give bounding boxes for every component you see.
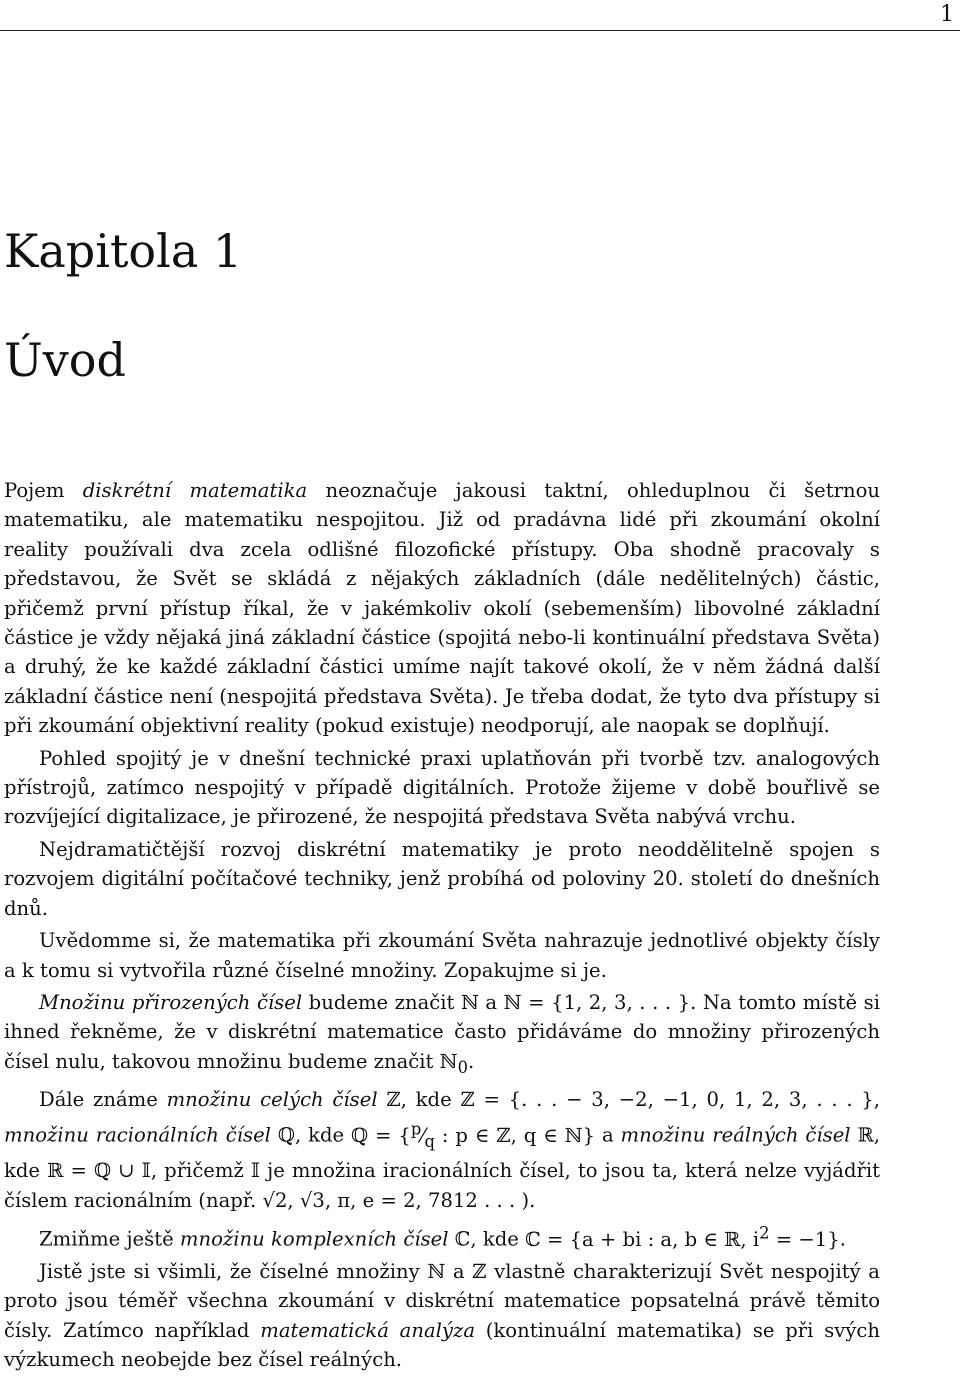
paragraph-complex-numbers: Zmiňme ještě množinu komplexních čísel ℂ, kde ℂ = {a + bi : a, b ∈ ℝ, $i^2 = -1$}. — [39, 1223, 846, 1251]
paragraph-integers-rationals-reals: Dále známe množinu celých čísel ℤ, kde ℤ = {. . . − 3, −2, −1, 0, 1, 2, 3, . . . }, množinu racionálních čísel ℚ, kde ℚ = {$^p⁄_q$ : p ∈ ℤ, q ∈ ℕ} a množinu reálných čísel ℝ, kde ℝ = ℚ ∪ 𝕀, přičemž 𝕀 je množina iracionálních čísel, to jsou ta, která nelze vyjádřit číslem racionálním (např. √2, √3, π, e = 2, 7812 . . . ). — [4, 1088, 881, 1212]
paragraph-conclusion: Jistě jste si všimli, že číselné množiny ℕ a ℤ vlastně charakterizují Svět nespojitý a proto jsou téměř všechna zkoumání v diskrétní matematice popsatelná právě těmito čísly. Zatímco například matematická analýza (kontinuální matematika) se při svých výzkumech neobejde bez čísel reálných. — [4, 1260, 880, 1372]
paragraph-natural-numbers: Množinu přirozených čísel budeme značit ℕ a ℕ = {1, 2, 3, . . . }. Na tomto místě si ihned řekněme, že v diskrétní matematice často přidáváme do množiny přirozených čísel nulu, takovou množinu budeme značit ℕ$_0$. — [4, 990, 880, 1077]
body-text — [4, 476, 880, 1375]
paragraph-continuous-view: Pohled spojitý je v dnešní technické praxi uplatňován při tvorbě tzv. analogových přístrojů, zatímco nespojitý v případě digitálních. Protože žijeme v době bouřlivě se rozvíjející digitalizace, je přirozené, že nespojitá představa Světa nabývá vrchu. — [4, 746, 880, 829]
paragraph-digital-development: Nejdramatičtější rozvoj diskrétní matematiky je proto neoddělitelně spojen s rozvojem digitální počítačové techniky, jenž probíhá od poloviny 20. století do dnešních dnů. — [4, 837, 880, 920]
paragraph-intro: Pojem diskrétní matematika neoznačuje jakousi taktní, ohleduplnou či šetrnou matematiku, ale matematiku nespojitou. Již od pradávna lidé při zkoumání okolní reality používali dva zcela odlišné filozofické přístupy. Oba shodně pracovaly s představou, že Svět se skládá z nějakých základních (dále nedělitelných) částic, přičemž první přístup říkal, že v jakémkoliv okolí (sebemenším) libovolné základní částice je vždy nějaká jiná základní částice (spojitá nebo-li kontinuální představa Světa) a druhý, že ke každé základní částici umíme najít takové okolí, že v něm žádná další základní částice není (nespojitá představa Světa). Je třeba dodat, že tyto dva přístupy si při zkoumání objektivní reality (pokud existuje) neodporují, ale naopak se doplňují. — [4, 479, 881, 738]
page-number: 1 — [940, 2, 954, 27]
paragraph-number-sets-intro: Uvědomme si, že matematika při zkoumání Světa nahrazuje jednotlivé objekty čísly a k tomu si vytvořila různé číselné množiny. Zopakujme si je. — [4, 929, 880, 982]
chapter-title: Úvod — [4, 333, 126, 387]
chapter-label: Kapitola 1 — [4, 224, 243, 278]
header-rule — [0, 30, 960, 31]
